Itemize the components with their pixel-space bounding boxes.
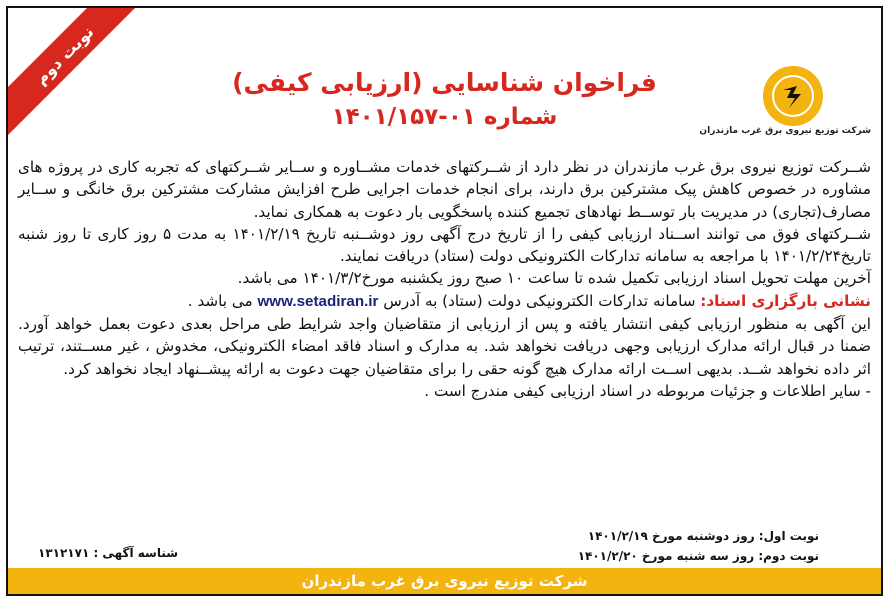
paragraph-conditions: این آگهی به منظور ارزیابی کیفی انتشار یافته و پس از ارزیابی از متقاضیان واجد شرایط طی مراحل بعدی دعوت بعمل خواهد آورد. ضمنا در قبال ارائه مدارک ارزیابی وجهی دریافت نخواهد شد. به مدارک و اسناد فاقد امضاء الکترونیکی، مخدوش ، غیر مســتند، ترتیب اثر داده نخواهد شــد. بدیهی اســت ارائه مدارک هیچ گونه حقی را برای متقاضیان جهت دعوت به ارائه پیشــنهاد ایجاد نخواهد کرد. (18, 315, 871, 378)
paragraph-intro: شــرکت توزیع نیروی برق غرب مازندران در نظر دارد از شــرکتهای خدمات مشــاوره و ســایر شــرکتهای که تجربه کاری در پروژه های مشاوره در خصوص کاهش پیک مشترکین برق دارند، برای انجام خدمات اجرایی طرح افزایش مشارکت مشترکین برق خانگی و ســایر مصارف(تجاری) در مدیریت بار توســط نهادهای تجمیع کننده پاسخگویی بار دعوت به همکاری نماید. (18, 158, 871, 221)
notice-frame (6, 6, 883, 596)
address-end: می باشد . (187, 291, 253, 310)
paragraph-other: - سایر اطلاعات و جزئیات مربوطه در اسناد ارزیابی کیفی مندرج است . (424, 381, 871, 400)
footer-bar: شرکت توزیع نیروی برق غرب مازندران (8, 568, 881, 594)
notice-body (18, 156, 871, 402)
paragraph-documents: شــرکتهای فوق می توانند اســناد ارزیابی کیفی را از تاریخ درج آگهی روز دوشــنبه تاریخ ۱۴۰۱/۲/۱۹ به مدت ۵ روز کاری تا روز شنبه تاریخ۱۴۰۱/۲/۲۴ با مراجعه به سامانه تدارکات الکترونیکی دولت (ستاد) دریافت نمایند. (18, 224, 871, 266)
website-link[interactable]: www.setadiran.ir (257, 292, 379, 310)
ad-id: شناسه آگهی : ۱۳۱۲۱۷۱ (38, 546, 179, 560)
notice-number: شماره ۰۱-۱۴۰۱/۱۵۷ (331, 104, 558, 130)
company-name: شرکت توزیع نیروی برق غرب مازندران (699, 126, 871, 136)
turn-second: نوبت دوم: روز سه شنبه مورخ ۱۴۰۱/۲/۲۰ (577, 549, 819, 563)
paragraph-address (18, 290, 871, 313)
page-title: فراخوان شناسایی (ارزیابی کیفی) (232, 68, 657, 97)
address-text: سامانه تدارکات الکترونیکی دولت (ستاد) به آدرس (383, 291, 696, 310)
turn-first: نوبت اول: روز دوشنبه مورخ ۱۴۰۱/۲/۱۹ (587, 529, 819, 543)
publication-turns (578, 526, 819, 566)
address-label: نشانی بارگزاری اسناد: (700, 291, 871, 310)
paragraph-deadline: آخرین مهلت تحویل اسناد ارزیابی تکمیل شده تا ساعت ۱۰ صبح روز یکشنبه مورخ۱۴۰۱/۳/۲ می باشد. (237, 269, 871, 288)
turn-ribbon: نوبت دوم (6, 6, 147, 138)
